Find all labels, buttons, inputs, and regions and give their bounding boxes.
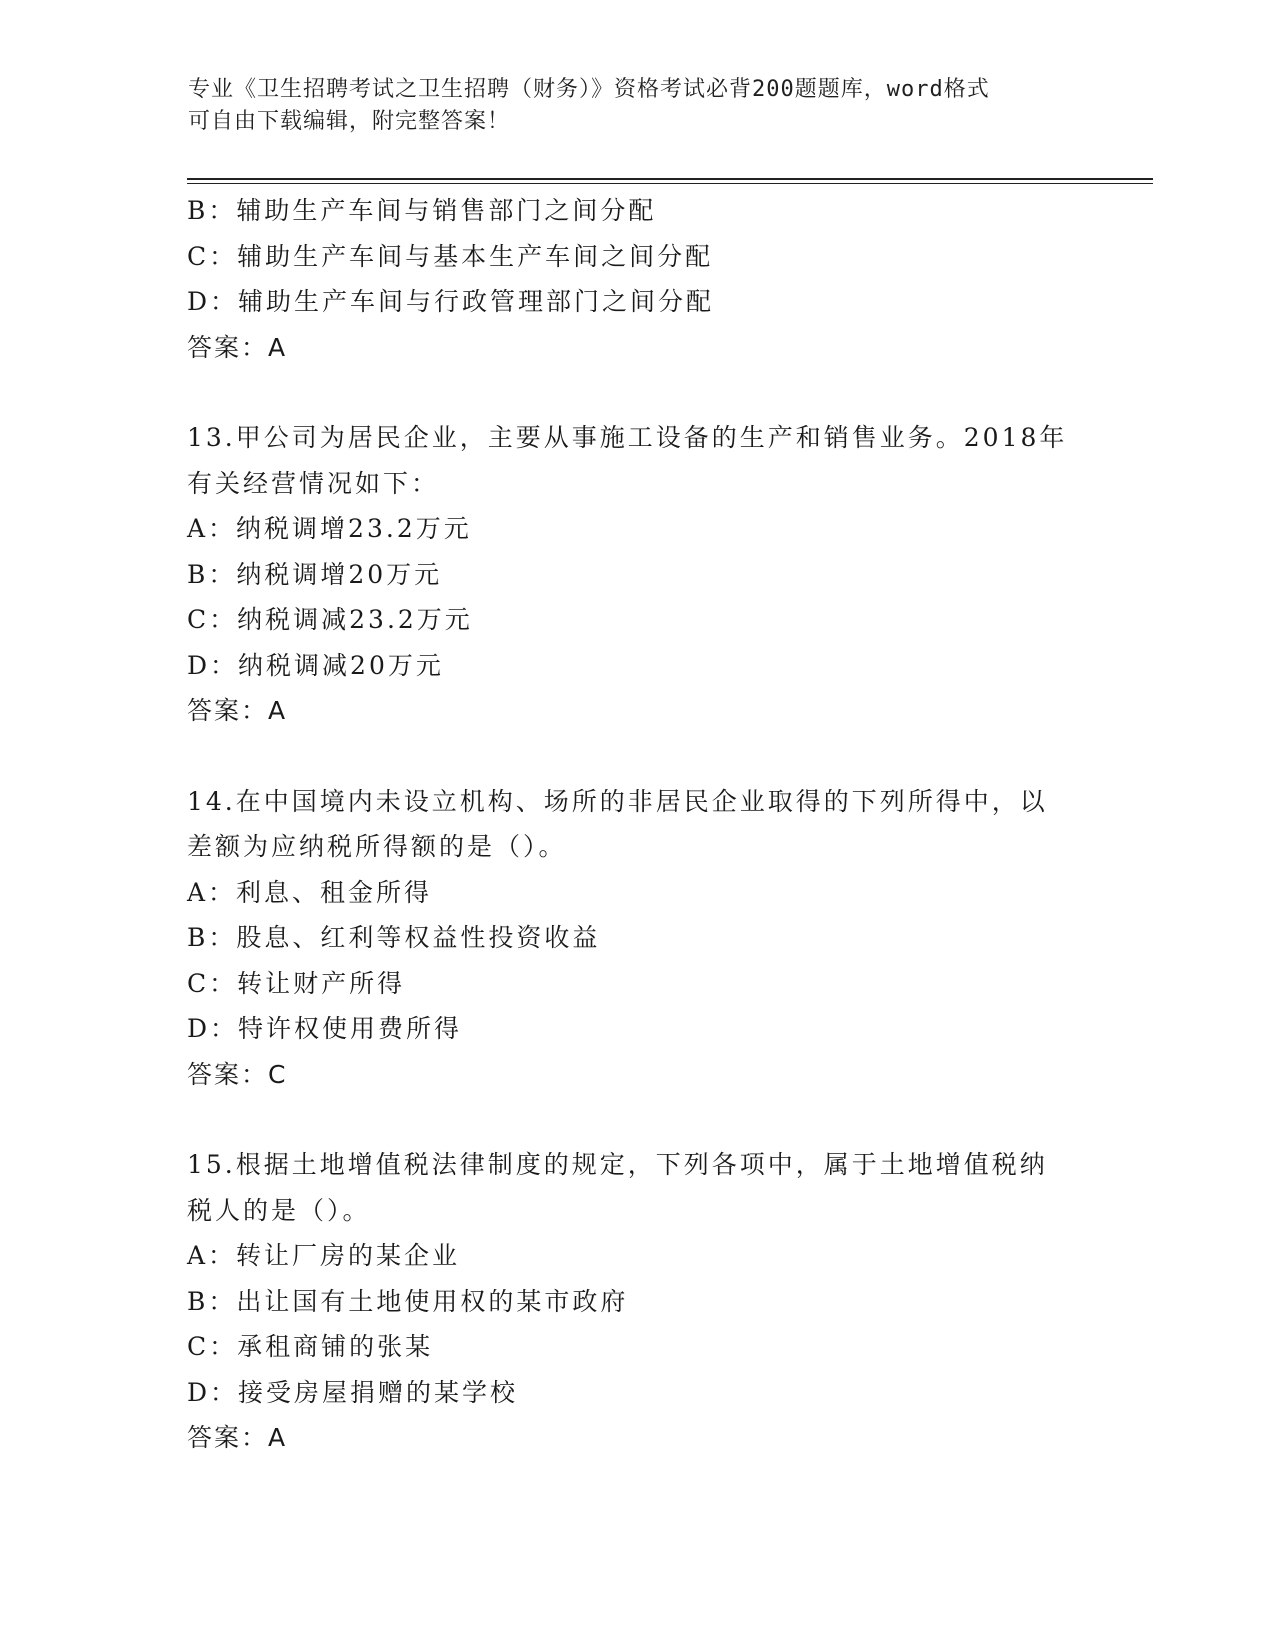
question-stem-line: 14.在中国境内未设立机构、场所的非居民企业取得的下列所得中，以 <box>187 786 1048 816</box>
question-stem-line: 税人的是（）。 <box>187 1195 371 1225</box>
spacer <box>187 370 1107 415</box>
answer-line: 答案：A <box>187 696 288 725</box>
answer-line: 答案：C <box>187 1059 288 1089</box>
option-d: D：辅助生产车间与行政管理部门之间分配 <box>187 287 715 316</box>
option-a: A：转让厂房的某企业 <box>187 1241 461 1270</box>
option-a: A：利息、租金所得 <box>187 877 433 907</box>
option-c: C：纳税调减23.2万元 <box>187 605 473 634</box>
option-b: B：股息、红利等权益性投资收益 <box>187 923 601 952</box>
question-stem-line: 有关经营情况如下： <box>187 468 440 498</box>
option-b: B：辅助生产车间与销售部门之间分配 <box>187 196 657 225</box>
question-stem-line: 差额为应纳税所得额的是（）。 <box>187 832 567 861</box>
header-divider-thin <box>187 183 1153 184</box>
document-header <box>188 74 1088 138</box>
option-b: B：出让国有土地使用权的某市政府 <box>187 1286 629 1316</box>
question-list <box>187 188 1107 1461</box>
header-title-line-2: 可自由下载编辑，附完整答案！ <box>188 109 511 134</box>
header-divider-thick <box>187 178 1153 180</box>
spacer <box>187 1097 1107 1142</box>
question-block-14 <box>187 779 1107 1098</box>
option-c: C：转让财产所得 <box>187 968 406 998</box>
question-block-12-continued <box>187 188 1107 370</box>
question-stem-line: 13.甲公司为居民企业，主要从事施工设备的生产和销售业务。2018年 <box>187 423 1068 452</box>
answer-line: 答案：A <box>187 1423 288 1452</box>
answer-line: 答案：A <box>187 332 288 362</box>
option-d: D：纳税调减20万元 <box>187 650 444 680</box>
option-c: C：承租商铺的张某 <box>187 1332 434 1361</box>
header-title-line-1: 专业《卫生招聘考试之卫生招聘（财务）》资格考试必背200题题库，word格式 <box>188 77 990 102</box>
question-block-15 <box>187 1142 1107 1461</box>
question-stem-line: 15.根据土地增值税法律制度的规定，下列各项中，属于土地增值税纳 <box>187 1150 1048 1179</box>
spacer <box>187 734 1107 779</box>
option-a: A：纳税调增23.2万元 <box>187 514 472 543</box>
option-d: D：接受房屋捐赠的某学校 <box>187 1377 519 1407</box>
option-b: B：纳税调增20万元 <box>187 559 443 589</box>
question-block-13 <box>187 415 1107 734</box>
option-c: C：辅助生产车间与基本生产车间之间分配 <box>187 241 714 271</box>
option-d: D：特许权使用费所得 <box>187 1014 463 1043</box>
